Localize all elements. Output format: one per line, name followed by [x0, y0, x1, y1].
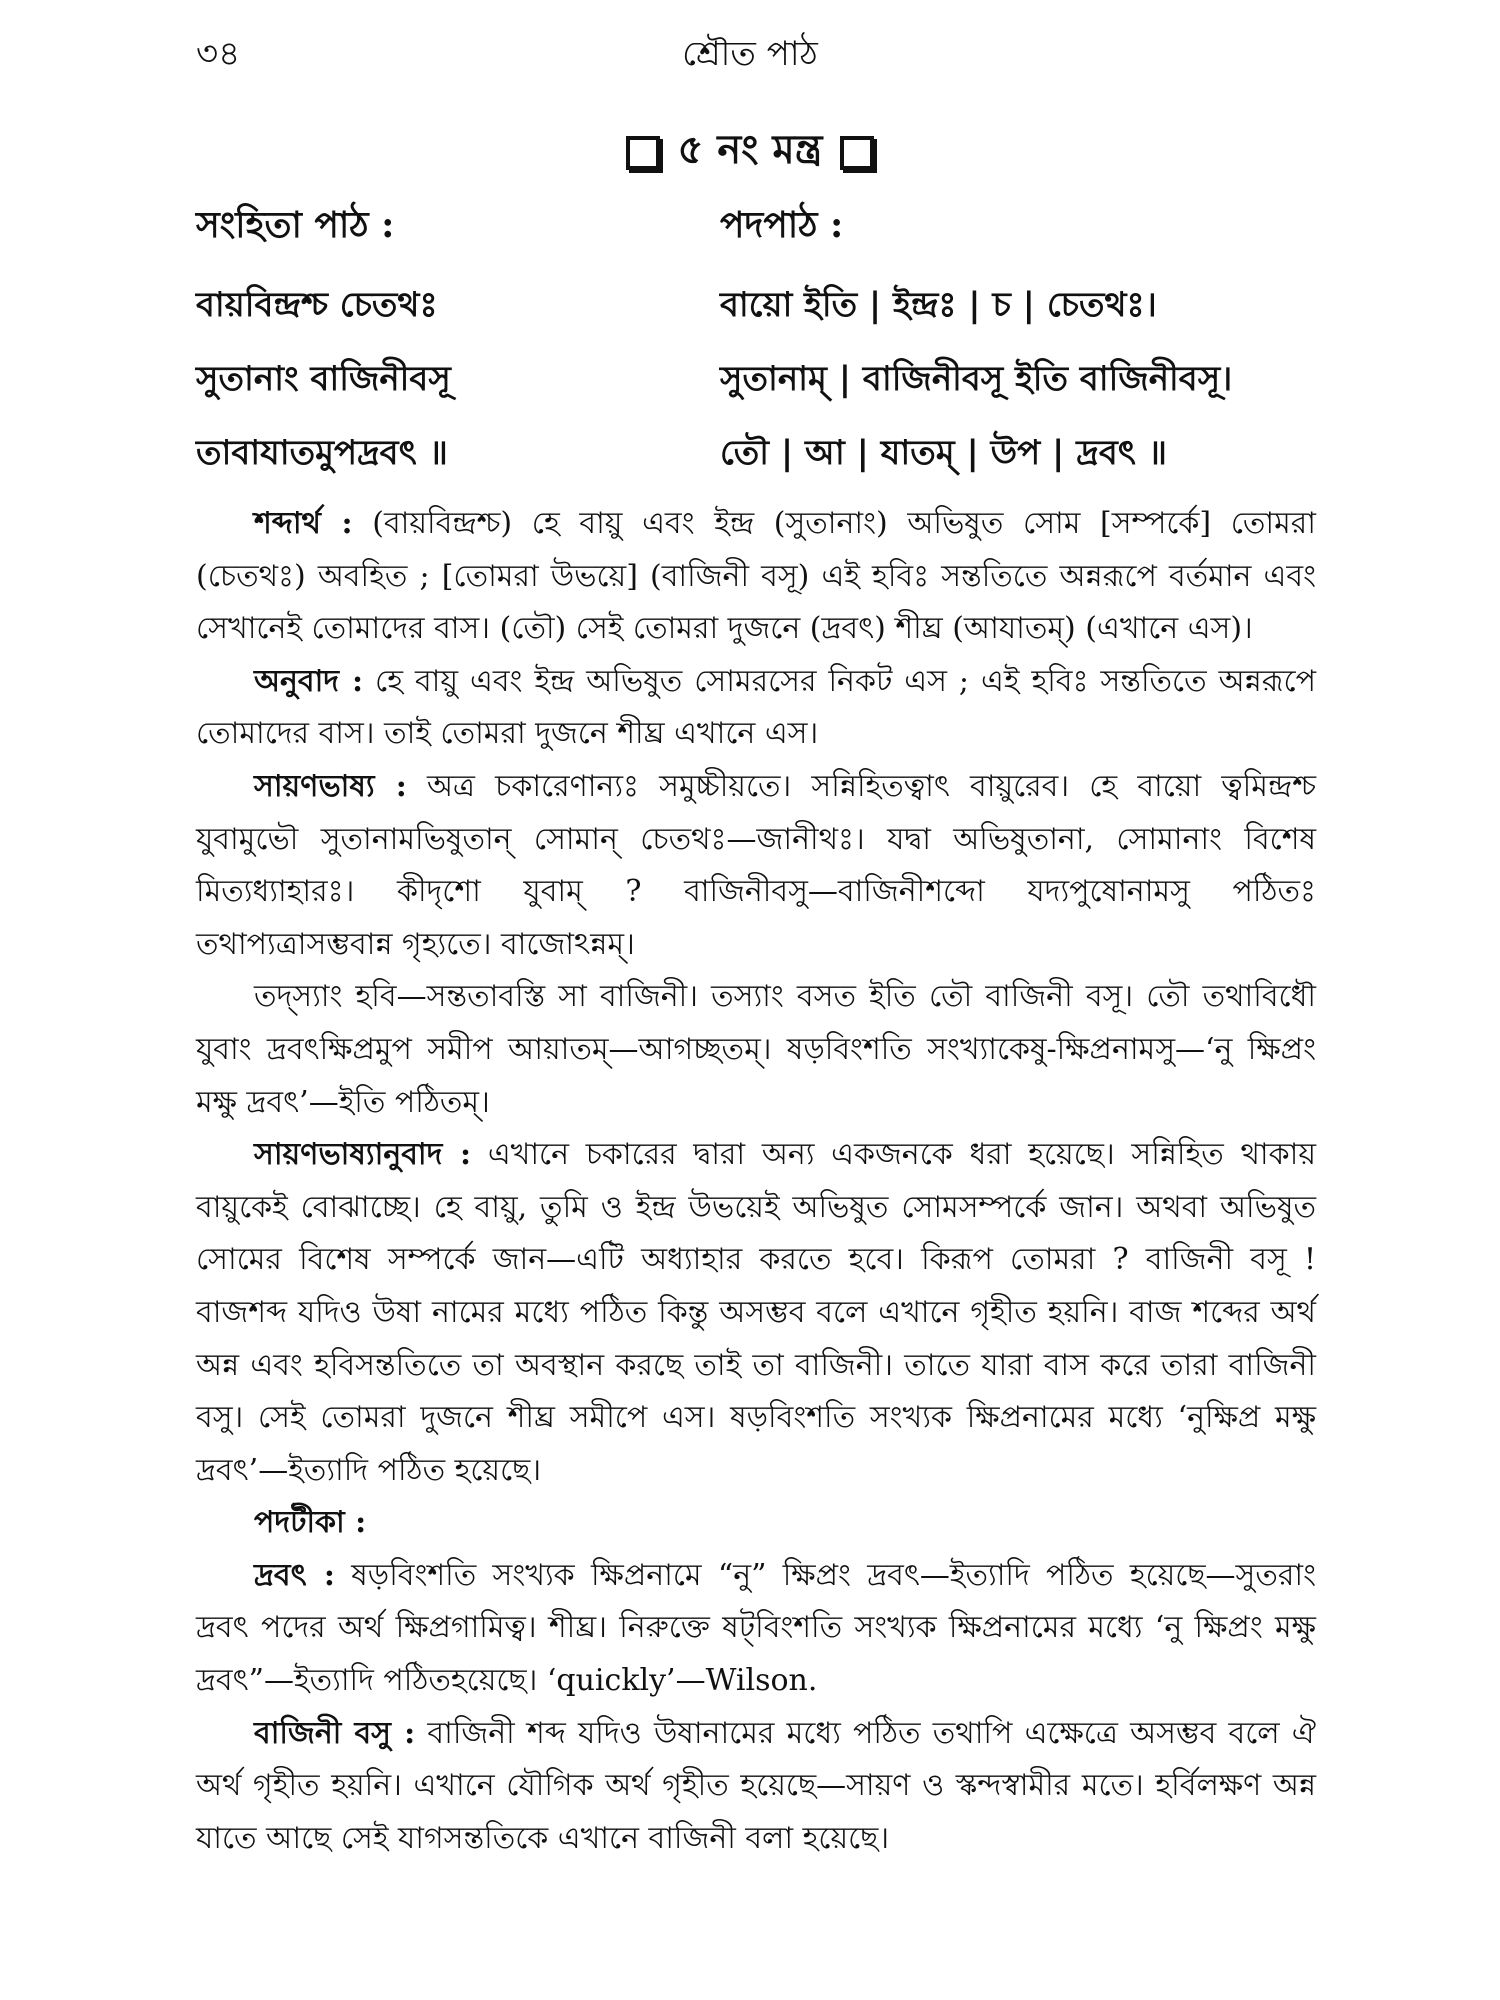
sayana-text: অত্র চকারেণান্যঃ সমুচ্চীয়তে। সন্নিহিতত্বাৎ বায়ুরেব। হে বায়ো ত্বমিন্দ্রশ্চ যুবামুভৌ সুতানামভিষুতান্ সোমান্ চেতথঃ—জানীথঃ। যদ্বা অভিষুতানা, সোমানাং বিশেষ মিত্যধ্যাহারঃ। কীদৃশো যুবাম্ ? বাজিনীবসু—বাজিনীশব্দো যদ্যপুষোনামসু পঠিতঃ তথাপ্যত্রাসম্ভবান্ন গৃহ্যতে। বাজোঽন্নম্।	[196, 768, 1316, 962]
padapatha-line-2: সুতানাম্ | বাজিনীবসূ ইতি বাজিনীবসূ।	[720, 359, 1233, 399]
mantra-title	[0, 118, 1500, 185]
shabdartha-paragraph	[196, 498, 1316, 656]
page-number: ৩৪	[196, 34, 241, 74]
sayana-anuvad-text: এখানে চকারের দ্বারা অন্য একজনকে ধরা হয়েছে। সন্নিহিত থাকায় বায়ুকেই বোঝাচ্ছে। হে বায়ু, তুমি ও ইন্দ্র উভয়েই অভিষুত সোমসম্পর্কে জান। অথবা অভিষুত সোমের বিশেষ সম্পর্কে জান—এটি অধ্যাহার করতে হবে। কিরূপ তোমরা ? বাজিনী বসূ ! বাজশব্দ যদিও উষা নামের মধ্যে পঠিত কিন্তু অসম্ভব বলে এখানে গৃহীত হয়নি। বাজ শব্দের অর্থ অন্ন এবং হবিসন্ততিতে তা অবস্থান করছে তাই তা বাজিনী। তাতে যারা বাস করে তারা বাজিনী বসু। সেই তোমরা দুজনে শীঘ্র সমীপে এস। ষড়বিংশতি সংখ্যক ক্ষিপ্রনামের মধ্যে ‘নুক্ষিপ্র মক্ষু দ্রবৎ’—ইত্যাদি পঠিত হয়েছে।	[196, 1137, 1316, 1488]
sayana-paragraph	[196, 761, 1316, 971]
samhita-line-2: সুতানাং বাজিনীবসূ	[196, 359, 451, 399]
padapatha-column	[720, 198, 1340, 490]
vajini-text: বাজিনী শব্দ যদিও উষানামের মধ্যে পঠিত তথাপি এক্ষেত্রে অসম্ভব বলে ঐ অর্থ গৃহীত হয়নি। এখানে যৌগিক অর্থ গৃহীত হয়েছে—সায়ণ ও স্কন্দস্বামীর মতে। হর্বিলক্ষণ অন্ন যাতে আছে সেই যাগসন্ততিকে এখানে বাজিনী বলা হয়েছে।	[196, 1715, 1316, 1856]
anuvad-label: অনুবাদ :	[254, 663, 364, 699]
box-right-icon	[840, 136, 874, 170]
sayana-anuvad-label: সায়ণভাষ্যানুবাদ :	[254, 1137, 472, 1173]
dravat-paragraph	[196, 1550, 1316, 1708]
samhita-heading: সংহিতা পাঠ :	[196, 204, 395, 246]
mantra-title-text: ৫ নং মন্ত্র	[677, 126, 823, 173]
sayana-anuvad-paragraph	[196, 1129, 1316, 1497]
samhita-line-3: তাবাযাতমুপদ্রবৎ ॥	[196, 433, 448, 473]
dravat-label: দ্রবৎ :	[254, 1557, 335, 1593]
padapatha-line-3: তৌ | আ | যাতম্ | উপ | দ্রবৎ ॥	[720, 433, 1168, 473]
sayana-paragraph-2	[196, 971, 1316, 1129]
shabdartha-text: (বায়বিন্দ্রশ্চ) হে বায়ু এবং ইন্দ্র (সুতানাং) অভিষুত সোম [সম্পর্কে] তোমরা (চেতথঃ) অবহিত ; [তোমরা উভয়ে] (বাজিনী বসূ) এই হবিঃ সন্ততিতে অন্নরূপে বর্তমান এবং সেখানেই তোমাদের বাস। (তৌ) সেই তোমরা দুজনে (দ্রবৎ) শীঘ্র (আযাতম্) (এখানে এস)।	[196, 506, 1316, 647]
running-title: শ্রৌত পাঠ	[682, 34, 818, 74]
vajini-label: বাজিনী বসু :	[254, 1715, 416, 1751]
sayana-label: সায়ণভাষ্য :	[254, 768, 407, 804]
box-left-icon	[626, 136, 660, 170]
samhita-line-1: বায়বিন্দ্রশ্চ চেতথঃ	[196, 285, 438, 325]
vajini-paragraph	[196, 1708, 1316, 1866]
padapatha-line-1: বায়ো ইতি | ইন্দ্রঃ | চ | চেতথঃ।	[720, 285, 1157, 325]
anuvad-paragraph	[196, 656, 1316, 761]
anuvad-text: হে বায়ু এবং ইন্দ্র অভিষুত সোমরসের নিকট এস ; এই হবিঃ সন্ততিতে অন্নরূপে তোমাদের বাস। তাই তোমরা দুজনে শীঘ্র এখানে এস।	[196, 663, 1316, 752]
dravat-text: ষড়বিংশতি সংখ্যক ক্ষিপ্রনামে “নু” ক্ষিপ্রং দ্রবৎ—ইত্যাদি পঠিত হয়েছে—সুতরাং দ্রবৎ পদের অর্থ ক্ষিপ্রগামিত্ব। শীঘ্র। নিরুক্তে ষট্‌বিংশতি সংখ্যক ক্ষিপ্রনামের মধ্যে ‘নু ক্ষিপ্রং মক্ষু দ্রবৎ”—ইত্যাদি পঠিতহয়েছে। ‘quickly’—Wilson.	[196, 1557, 1316, 1699]
padapatha-heading: পদপাঠ :	[720, 204, 844, 246]
commentary-body	[196, 498, 1316, 1865]
sayana-text-2: তদ্‌স্যাং হবি—সন্ততাবস্তি সা বাজিনী। তস্যাং বসত ইতি তৌ বাজিনী বসূ। তৌ তথাবিধৌ যুবাং দ্রবৎক্ষিপ্রমুপ সমীপ আয়াতম্—আগচ্ছতম্। ষড়বিংশতি সংখ্যাকেষু-ক্ষিপ্রনামসু—‘নু ক্ষিপ্রং মক্ষু দ্রবৎ’—ইতি পঠিতম্।	[196, 979, 1316, 1120]
shabdartha-label: শব্দার্থ :	[254, 506, 353, 541]
samhita-column	[196, 198, 676, 490]
padatika-heading: পদটীকা :	[254, 1505, 367, 1541]
